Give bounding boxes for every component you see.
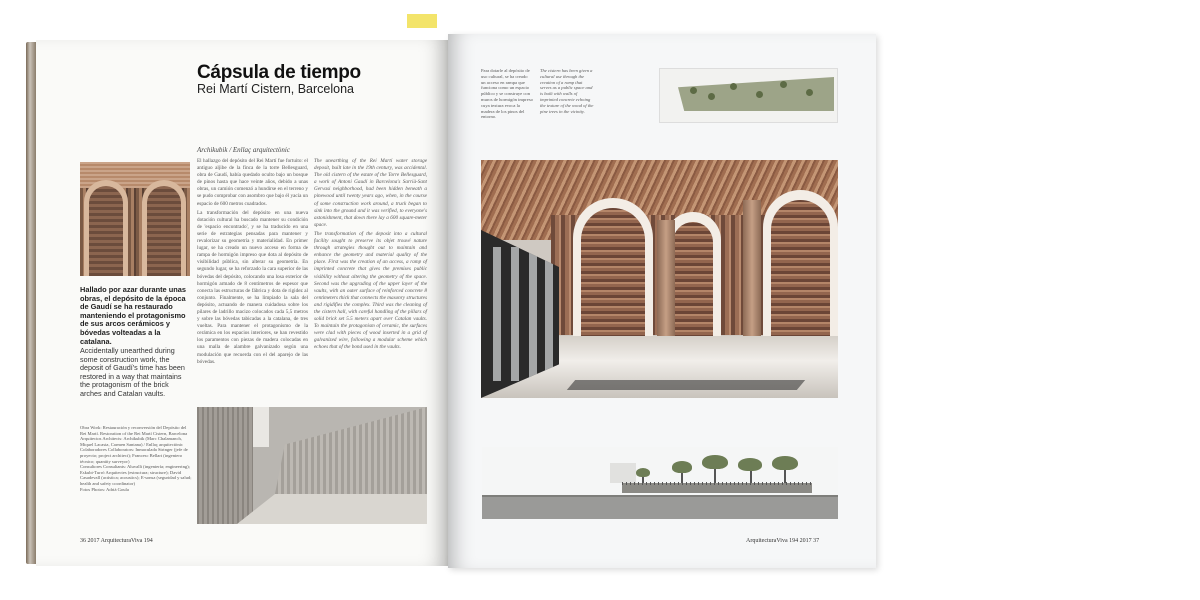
credit-arquitectos: Arquitectos Architects: Archikubik (Marc Chalamanch, Miquel Lacasta, Carmen Santana) / Enllaç arquitectònic [80, 436, 183, 447]
arch [142, 180, 186, 276]
arch [573, 198, 653, 338]
ramp-photo [197, 407, 427, 524]
caption-spanish: Hallado por azar durante unas obras, el depósito de la época de Gaudí se ha restaurado manteniendo el protagonismo de sus arcos cerámicos y bóvedas volteadas a la catalana. [80, 285, 186, 346]
paragraph: La transformación del depósito en una nueva dotación cultural ha buscado mantener su condición de 'espacio encontrado', y se ha traducido en una serie de estrategias pensadas para mantener y revalorizar su geometría y materialidad. En primer lugar, se ha creado un nuevo acceso en forma de rampa de hormigón impreso que dota al depósito de visibilidad pública, sin alterar su geometría. En segundo lugar, se ha reforzado la cara superior de las bóvedas del depósito, colocando una losa exterior de hormigón armado de 8 centímetros de espesor que conecta las estructuras de fábrica y dota de rigidez al conjunto. Finalmente, se ha limpiado la sala del depósito, actuando de manera cuidadosa sobre los pilares de ladrillo macizo colocados cada 5,5 metros y sobre las bóvedas tabicadas a la catalana, de tres vueltas. Para mantener el protagonismo de la cerámica en los espacios interiores, se han revestido los paramentos con piezas de madera colocadas en una malla de alambre galvanizado según una modulación que recuerda con el del aparejo de las bóvedas. [197, 209, 308, 365]
arch [763, 190, 838, 338]
bookmark-tab [407, 14, 437, 28]
credit-obra: Obra Work: Restauración y reconversión del Depósito del Rei Martí. Restoration of the Rei Martí Cistern, Barcelona [80, 425, 188, 436]
architect-credit: Archikubik / Enllaç arquitectònic [197, 146, 290, 154]
arches-photo [80, 162, 190, 276]
caption-english-right: The cistern has been given a cultural use through the creation of a ramp that serves as a public space and is built with walls of imprinted concrete echoing the texture of the wood of the pine trees in the vicinity. [540, 68, 594, 114]
page-edge [26, 42, 36, 564]
credit-colaboradores: Colaboradores Collaborators: Inmaculada Stringer (jefe de proyecto; project architect); Francesc Bellart (ingeniero técnico; quantity surveyor) [80, 447, 188, 464]
caption-english: Accidentally unearthed during some construction work, the deposit of Gaudí's time has been restored in a way that maintains the protagonism of the brick arches and Catalan vaults. [80, 346, 185, 398]
article-subtitle: Rei Martí Cistern, Barcelona [197, 82, 355, 96]
project-credits [80, 425, 192, 492]
body-spanish [197, 158, 308, 366]
credit-consultores: Consultores Consultants: Aluvalli (ingeniería; engineering); Eskubi-Turró Arquitectes (estructura; structure); David Casadevall (acústica; acoustics); E-sonsa (seguridad y salud; health and safety coordinator) [80, 464, 192, 486]
folio-right: ArquitecturaViva 194 2017 37 [746, 538, 820, 544]
paragraph: El hallazgo del depósito del Rei Martí fue fortuito: el antiguo aljibe de la finca de la torre Bellesguard, obra de Gaudí, había quedado oculto bajo un bosque de pinos hasta que hace veinte años, debido a unas obras, un camión comenzó a hundirse en el terreno y se pudo comprobar con asombro que bajo él yacía un espacio de 600 metros cuadrados. [197, 158, 308, 207]
site-plan-image [659, 68, 838, 123]
cistern-interior-photo [481, 160, 838, 398]
caption-spanish-right: Para dotarle al depósito de uso cultural, se ha creado un acceso en rampa que funciona como un espacio público y se construye con muros de hormigón impreso cuya textura evoca la madera de los pinos del entorno. [481, 68, 533, 120]
article-title: Cápsula de tiempo [197, 62, 361, 83]
body-english [314, 158, 427, 352]
paragraph: The transformation of the deposit into a cultural facility sought to preserve its objet trouvé nature through strategies thought out to maintain and enhance the geometry and material quality of the place. First was the creation of an access, a ramp of imprinted concrete that gives the premises public visibility without altering the geometry of the space. Second was the upgrading of the upper layer of the vaults, with an outer surface of reinforced concrete 8 centimeters thick that connects the masonry structures and rigidifies the complex. Third was the cleaning of the cistern hall, with careful handling of the pillars of solid brick set 5.5 meters apart over Catalan vaults. To maintain the protagonism of ceramic, the surfaces were clad with pieces of wood inserted in a grid of galvanized wire, following a modular scheme which echoes that of the bond used in the vaults. [314, 230, 427, 351]
arch [84, 180, 128, 276]
paragraph: The unearthing of the Rei Martí water storage deposit, built late in the 19th century, was accidental. The old cistern of the estate of the Torre Bellesguard, a work of Antoni Gaudí in Barcelona's Sarrià-Sant Gervasi neighborhood, had been hidden beneath a pinewood until twenty years ago, when, in the course of some construction work around, a truck began to sink into the ground and it was verified, to everyone's astonishment, that down there lay a 600 square-meter space. [314, 158, 427, 228]
credit-fotos: Fotos Photos: Adrià Goula [80, 486, 129, 492]
section-drawing [482, 447, 838, 519]
folio-left: 36 2017 ArquitecturaViva 194 [80, 538, 153, 544]
